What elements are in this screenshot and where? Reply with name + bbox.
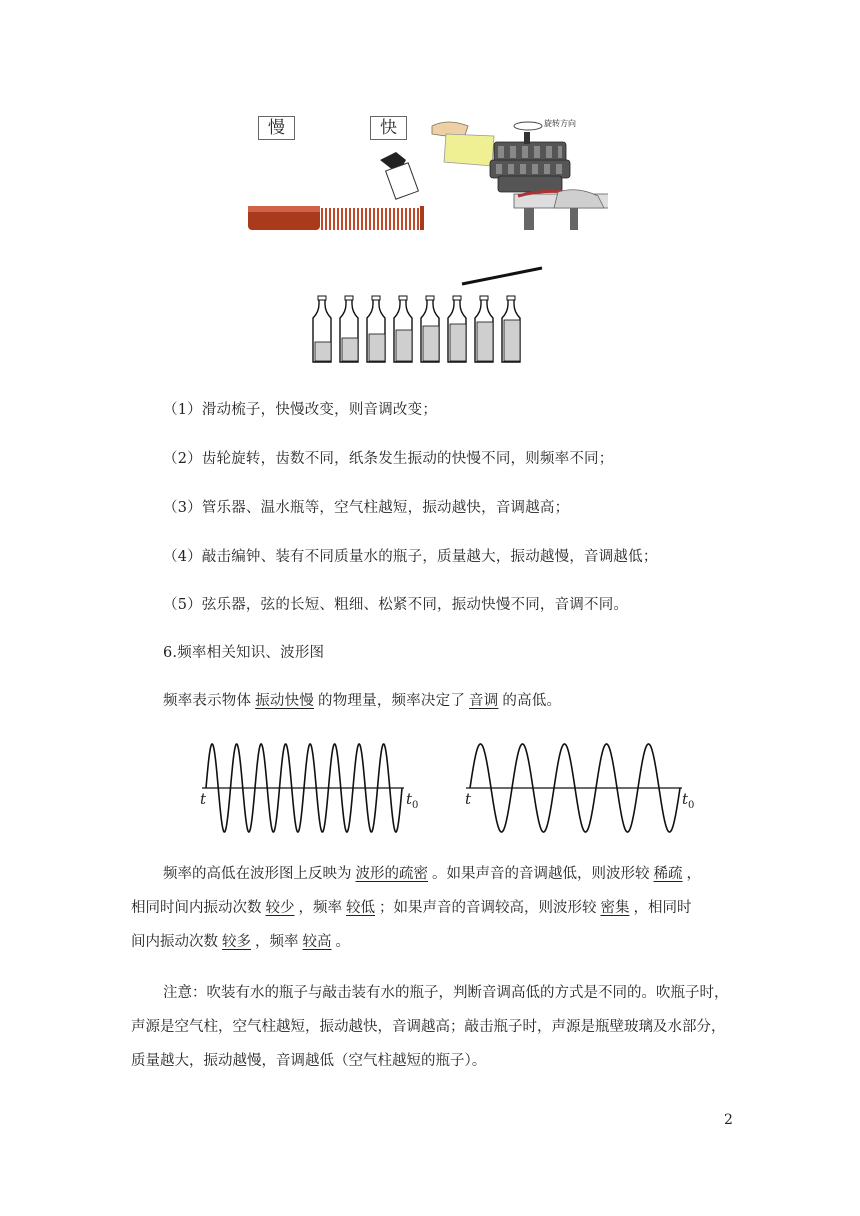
definition-text-3: 的高低。 xyxy=(502,693,562,709)
list-item-2: （2）齿轮旋转，齿数不同，纸条发生振动的快慢不同，则频率不同； xyxy=(163,451,614,467)
note-line-1: 注意：吹装有水的瓶子与敲击装有水的瓶子，判断音调高低的方式是不同的。吹瓶子时， xyxy=(163,985,729,1001)
blank-higher: 较高 xyxy=(302,934,332,950)
explain-text: 相同时间内振动次数 xyxy=(131,900,262,916)
label-fast: 快 xyxy=(370,116,407,140)
label-slow: 慢 xyxy=(258,116,295,140)
gear-figure xyxy=(428,112,608,234)
explain-line-1 xyxy=(163,862,701,883)
explain-text: ，频率 xyxy=(298,900,342,916)
gear-caption: 旋转方向 xyxy=(544,119,576,128)
list-item-1: （1）滑动梳子，快慢改变，则音调改变； xyxy=(163,402,438,418)
blank-pitch: 音调 xyxy=(469,693,499,709)
list-item-4: （4）敲击编钟、装有不同质量水的瓶子，质量越大，振动越慢，音调越低； xyxy=(163,549,658,565)
blank-dense: 密集 xyxy=(600,900,630,916)
blank-lower: 较低 xyxy=(346,900,375,916)
explain-text: ，频率 xyxy=(255,934,299,950)
explain-line-3 xyxy=(131,930,350,951)
page-number: 2 xyxy=(724,1112,733,1128)
blank-sparse: 稀疏 xyxy=(653,866,683,882)
explain-text: 。如果声音的音调越低，则波形较 xyxy=(432,866,650,882)
explain-text: 频率的高低在波形图上反映为 xyxy=(163,866,352,882)
blank-vibration-speed: 振动快慢 xyxy=(255,693,315,709)
definition-sentence xyxy=(163,689,561,710)
waveform-low-frequency xyxy=(460,738,700,834)
section-heading: 6.频率相关知识、波形图 xyxy=(163,645,325,661)
waveform-high-frequency xyxy=(196,738,426,834)
left-wave-end-label: $t_0$ xyxy=(406,790,419,811)
blank-wave-density: 波形的疏密 xyxy=(355,866,428,882)
right-wave-end-label: $t_0$ xyxy=(682,790,695,811)
definition-text-2: 的物理量，频率决定了 xyxy=(318,693,466,709)
list-item-5: （5）弦乐器，弦的长短、粗细、松紧不同，振动快慢不同，音调不同。 xyxy=(163,597,629,613)
blank-more: 较多 xyxy=(222,934,251,950)
comb-illustration xyxy=(240,140,440,236)
bottles-illustration xyxy=(300,262,550,372)
explain-text: ，相同时 xyxy=(633,900,692,916)
explain-line-2 xyxy=(131,896,692,917)
bottles-figure xyxy=(300,262,550,372)
note-line-3: 质量越大，振动越慢，音调越低（空气柱越短的瓶子）。 xyxy=(131,1053,487,1069)
explain-text: ；如果声音的音调较高，则波形较 xyxy=(379,900,597,916)
comb-figure xyxy=(240,110,440,240)
definition-text-1: 频率表示物体 xyxy=(163,693,252,709)
right-wave-start-label: t xyxy=(465,790,472,808)
explain-text: ， xyxy=(686,866,701,882)
blank-fewer: 较少 xyxy=(265,900,295,916)
left-wave-start-label: t xyxy=(200,790,207,808)
gear-illustration xyxy=(428,112,608,234)
explain-text: 间内振动次数 xyxy=(131,934,218,950)
list-item-3: （3）管乐器、温水瓶等，空气柱越短，振动越快，音调越高； xyxy=(163,500,570,516)
note-line-2: 声源是空气柱，空气柱越短，振动越快，音调越高；敲击瓶子时，声源是瓶壁玻璃及水部分， xyxy=(131,1019,726,1035)
explain-text: 。 xyxy=(335,934,350,950)
